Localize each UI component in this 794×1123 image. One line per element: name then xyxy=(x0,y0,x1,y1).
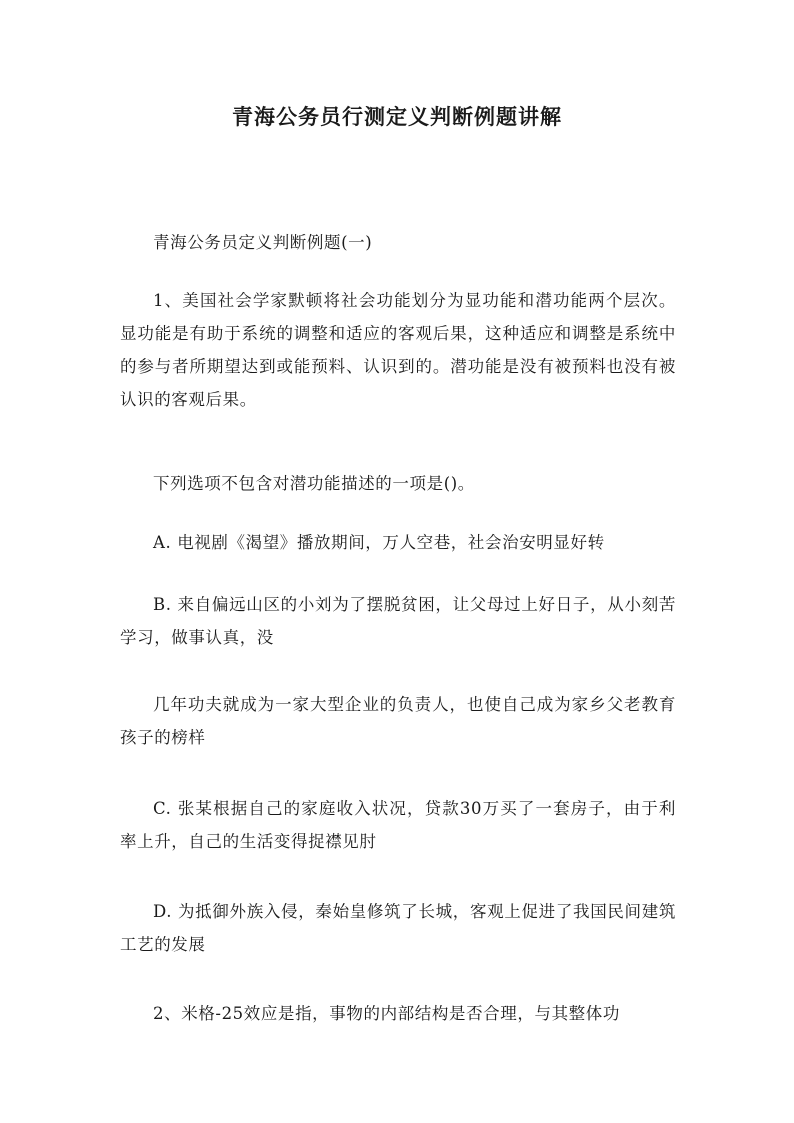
section-heading: 青海公务员定义判断例题(一) xyxy=(153,233,373,252)
question-1-stem: 1、美国社会学家默顿将社会功能划分为显功能和潜功能两个层次。显功能是有助于系统的调整和适应的客观后果，这种适应和调整是系统中的参与者所期望达到或能预料、认识到的。潜功能是没有被预料也没有被认识的客观后果。 xyxy=(120,291,676,409)
option-d: D. 为抵御外族入侵，秦始皇修筑了长城，客观上促进了我国民间建筑工艺的发展 xyxy=(120,902,676,954)
question-2-stem: 2、米格-25效应是指，事物的内部结构是否合理，与其整体功 xyxy=(153,1004,620,1023)
option-b-line-2: 几年功夫就成为一家大型企业的负责人，也使自己成为家乡父老教育孩子的榜样 xyxy=(120,695,676,747)
question-1-prompt: 下列选项不包含对潜功能描述的一项是()。 xyxy=(153,474,475,493)
option-c: C. 张某根据自己的家庭收入状况，贷款30万买了一套房子，由于利率上升，自己的生活变得捉襟见肘 xyxy=(120,799,676,851)
option-b-line-1: B. 来自偏远山区的小刘为了摆脱贫困，让父母过上好日子，从小刻苦学习，做事认真，没 xyxy=(120,595,676,647)
page-title: 青海公务员行测定义判断例题讲解 xyxy=(232,105,562,129)
option-a: A. 电视剧《渴望》播放期间，万人空巷，社会治安明显好转 xyxy=(153,533,605,552)
